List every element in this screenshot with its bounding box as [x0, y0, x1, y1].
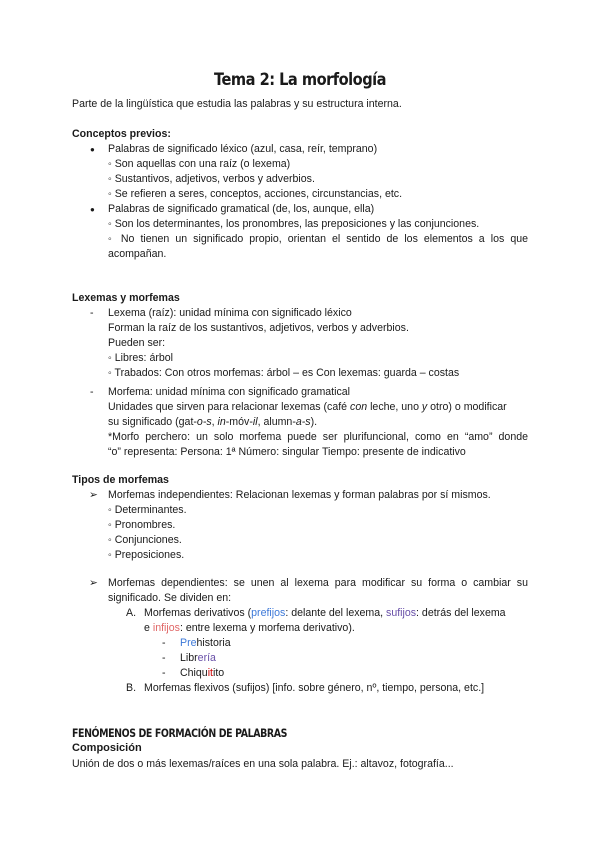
text-run: ).	[310, 416, 318, 428]
text-run-italic: il	[252, 416, 258, 428]
text-line	[108, 415, 317, 430]
list-subitem: ◦ Preposiciones.	[108, 549, 185, 561]
list-item: Morfemas independientes: Relacionan lexemas y forman palabras por sí mismos.	[108, 489, 491, 501]
section-heading-tipos: Tipos de morfemas	[72, 474, 169, 486]
list-subitem: Morfemas flexivos (sufijos) [info. sobre género, nº, tiempo, persona, etc.]	[144, 682, 485, 694]
list-marker-b: B.	[126, 682, 137, 694]
list-subitem: ◦ Se refieren a seres, conceptos, acciones, circunstancias, etc.	[108, 188, 403, 200]
text-run: otro) o modificar	[427, 401, 507, 413]
suffix-part: ito	[212, 667, 225, 679]
list-item: Palabras de significado gramatical (de, los, aunque, ella)	[108, 203, 375, 215]
page-title: Tema 2: La morfología	[214, 70, 386, 90]
text-line	[108, 400, 507, 415]
example-word	[180, 666, 224, 681]
dash-marker: -	[90, 386, 94, 398]
text-run: su significado (gat-	[108, 416, 197, 428]
list-subitem	[144, 606, 506, 621]
text-line: significado. Se dividen en:	[108, 592, 232, 604]
dash-marker: -	[162, 652, 166, 664]
list-subitem: ◦ No tienen un significado propio, orientan el sentido de los elementos a los que acompañan.	[108, 233, 528, 260]
paragraph: Unión de dos o más lexemas/raíces en una sola palabra. Ej.: altavoz, fotografía...	[72, 758, 454, 770]
list-item: Palabras de significado léxico (azul, casa, reír, temprano)	[108, 143, 378, 155]
text-line: *Morfo perchero: un solo morfema puede ser plurifuncional, como en “amo” donde	[108, 431, 528, 443]
example-word	[180, 636, 231, 651]
suffix-part: ería	[197, 652, 216, 664]
subsection-heading: Composición	[72, 742, 142, 754]
text-run-italic: in	[217, 416, 226, 428]
text-run-italic: a-s	[295, 416, 311, 428]
list-subitem: ◦ Sustantivos, adjetivos, verbos y adverbios.	[108, 173, 315, 185]
text-line	[144, 621, 355, 636]
list-marker-a: A.	[126, 607, 137, 619]
arrow-bullet-icon: ➢	[89, 489, 98, 501]
text-run: -móv-	[225, 416, 253, 428]
text-run: , alumn-	[257, 416, 296, 428]
infix-term: infijos	[152, 622, 180, 634]
text-run-italic: con	[350, 401, 368, 413]
text-run: ,	[211, 416, 218, 428]
prefix-term: prefijos	[251, 607, 286, 619]
dash-marker: -	[162, 667, 166, 679]
list-subitem: ◦ Trabados: Con otros morfemas: árbol – es Con lexemas: guarda – costas	[108, 367, 460, 379]
dash-marker: -	[162, 637, 166, 649]
text-line: Pueden ser:	[108, 337, 166, 349]
text-run: : delante del lexema,	[285, 607, 387, 619]
text-run-italic: o-s	[196, 416, 212, 428]
suffix-term: sufijos	[386, 607, 417, 619]
prefix-part: Pre	[180, 637, 197, 649]
root-part: historia	[196, 637, 231, 649]
section-heading-fenomenos: FENÓMENOS DE FORMACIÓN DE PALABRAS	[72, 726, 287, 740]
list-subitem: ◦ Son los determinantes, los pronombres, las preposiciones y las conjunciones.	[108, 218, 480, 230]
text-run: : detrás del lexema	[416, 607, 506, 619]
list-subitem: ◦ Determinantes.	[108, 504, 187, 516]
root-part: Chiqu	[180, 667, 208, 679]
text-run: leche, uno	[367, 401, 422, 413]
text-line: “o” representa: Persona: 1ª Número: singular Tiempo: presente de indicativo	[108, 446, 466, 458]
bullet-icon: ●	[90, 145, 95, 154]
list-subitem: ◦ Libres: árbol	[108, 352, 173, 364]
text-run: : entre lexema y morfema derivativo).	[179, 622, 355, 634]
list-subitem: ◦ Son aquellas con una raíz (o lexema)	[108, 158, 291, 170]
text-run: Unidades que sirven para relacionar lexemas (café	[108, 401, 351, 413]
section-heading-conceptos: Conceptos previos:	[72, 128, 171, 140]
infix-part: it	[207, 667, 213, 679]
list-subitem: ◦ Pronombres.	[108, 519, 176, 531]
arrow-bullet-icon: ➢	[89, 577, 98, 589]
text-line: Forman la raíz de los sustantivos, adjetivos, verbos y adverbios.	[108, 322, 409, 334]
bullet-icon: ●	[90, 205, 95, 214]
section-heading-lexemas: Lexemas y morfemas	[72, 292, 180, 304]
dash-marker: -	[90, 307, 94, 319]
list-subitem: ◦ Conjunciones.	[108, 534, 182, 546]
example-word	[180, 651, 216, 666]
text-run: e	[144, 622, 153, 634]
intro-text: Parte de la lingüística que estudia las palabras y su estructura interna.	[72, 98, 402, 110]
morfema-definition: Morfema: unidad mínima con significado gramatical	[108, 386, 351, 398]
text-run: Morfemas derivativos (	[144, 607, 252, 619]
lexema-definition: Lexema (raíz): unidad mínima con significado léxico	[108, 307, 352, 319]
list-item: Morfemas dependientes: se unen al lexema para modificar su forma o cambiar su	[108, 577, 528, 589]
root-part: Libr	[180, 652, 198, 664]
text-run-italic: y	[421, 401, 428, 413]
